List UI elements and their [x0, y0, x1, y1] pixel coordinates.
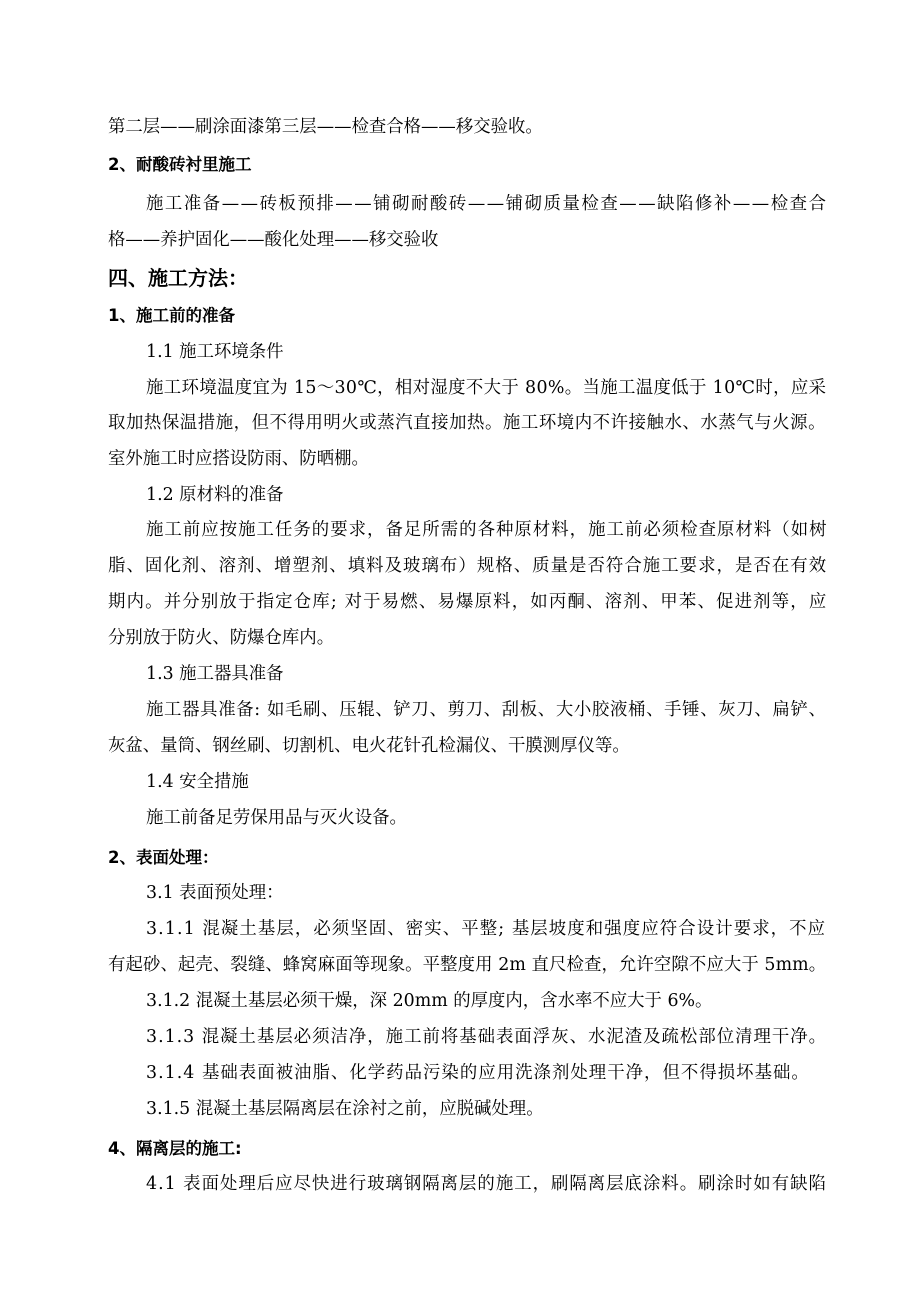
paragraph-line: 施工器具准备: 如毛刷、压辊、铲刀、剪刀、刮板、大小胶液桶、手锤、灰刀、扁铲、 [146, 700, 827, 720]
paragraph-line: 脂、固化剂、溶剂、增塑剂、填料及玻璃布）规格、质量是否符合施工要求，是否在有效 [108, 556, 828, 576]
chapter-heading-methods: 四、施工方法： [108, 266, 248, 290]
subheading-1-3: 1.3 施工器具准备 [146, 664, 284, 684]
paragraph-line: 室外施工时应搭设防雨、防晒棚。 [108, 449, 369, 469]
paragraph-line: 施工前应按施工任务的要求，备足所需的各种原材料，施工前必须检查原材料（如树 [146, 520, 828, 540]
paragraph-line: 3.1.5 混凝土基层隔离层在涂衬之前，应脱碱处理。 [146, 1099, 544, 1119]
process-line-1: 第二层——刷涂面漆第三层——检查合格——移交验收。 [108, 117, 543, 137]
section-heading-acid-brick: 2、耐酸砖衬里施工 [108, 155, 252, 174]
paragraph-line: 施工环境温度宜为 15～30℃，相对湿度不大于 80%。当施工温度低于 10℃时，应采 [146, 378, 827, 398]
section-heading-surface: 2、表面处理： [108, 848, 219, 867]
paragraph-line: 取加热保温措施，但不得用明火或蒸汽直接加热。施工环境内不许接触水、水蒸气与火源。 [108, 413, 827, 433]
paragraph-line: 施工前备足劳保用品与灭火设备。 [146, 808, 407, 828]
subheading-1-2: 1.2 原材料的准备 [146, 485, 284, 505]
section-heading-isolation: 4、隔离层的施工: [108, 1139, 242, 1158]
paragraph-line: 期内。并分别放于指定仓库; 对于易燃、易爆原料，如丙酮、溶剂、甲苯、促进剂等，应 [108, 592, 828, 612]
paragraph-line: 3.1.1 混凝土基层，必须坚固、密实、平整; 基层坡度和强度应符合设计要求，不应 [146, 919, 827, 939]
paragraph-line: 3.1.3 混凝土基层必须洁净，施工前将基础表面浮灰、水泥渣及疏松部位清理干净。 [146, 1027, 828, 1047]
paragraph-line: 分别放于防火、防爆仓库内。 [108, 628, 335, 648]
paragraph-line: 灰盆、量筒、钢丝刷、切割机、电火花针孔检漏仪、干膜测厚仪等。 [108, 736, 630, 756]
paragraph-line: 3.1.2 混凝土基层必须干燥，深 20mm 的厚度内，含水率不应大于 6%。 [146, 991, 713, 1011]
process-line-2: 施工准备——砖板预排——铺砌耐酸砖——铺砌质量检查——缺陷修补——检查合 [146, 194, 828, 214]
process-line-3: 格——养护固化——酸化处理——移交验收 [108, 230, 439, 250]
subheading-1-4: 1.4 安全措施 [146, 772, 249, 792]
paragraph-line: 4.1 表面处理后应尽快进行玻璃钢隔离层的施工，刷隔离层底涂料。刷涂时如有缺陷 [146, 1174, 827, 1194]
section-heading-preparation: 1、施工前的准备 [108, 306, 235, 325]
paragraph-line: 3.1.4 基础表面被油脂、化学药品污染的应用洗涤剂处理干净，但不得损坏基础。 [146, 1063, 810, 1083]
subheading-1-1: 1.1 施工环境条件 [146, 342, 284, 362]
subheading-3-1: 3.1 表面预处理： [146, 883, 284, 903]
paragraph-line: 有起砂、起壳、裂缝、蜂窝麻面等现象。平整度用 2m 直尺检查，允许空隙不应大于 5mm。 [108, 955, 827, 975]
